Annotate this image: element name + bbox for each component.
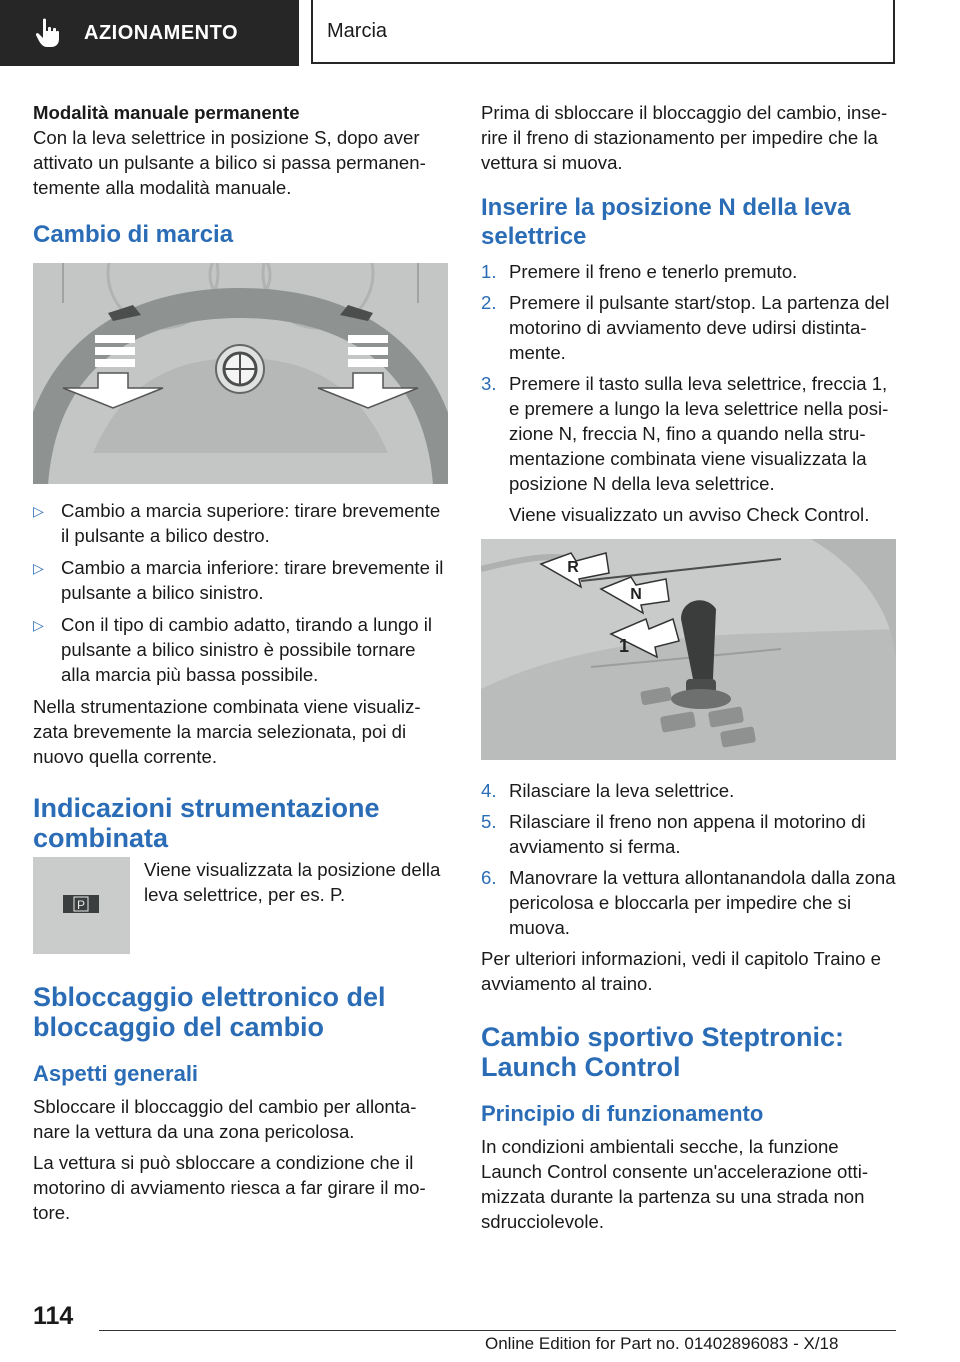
step3-note: Viene visualizzato un avviso Check Control. (509, 504, 870, 525)
step-item (481, 259, 896, 284)
step-number: 2. (481, 292, 497, 313)
indications-text: Viene visualizzata la posizione della leva selettrice, per es. P. (144, 859, 441, 905)
principle-text: In condizioni ambientali secche, la funzione Launch Control consente un'accelerazione otti-mizzata durante la partenza su una strada non sdrucciolevole. (481, 1136, 869, 1232)
step-item (481, 290, 896, 365)
chapter-tab (311, 0, 895, 64)
indicator-block (33, 857, 448, 954)
step-item (481, 865, 896, 940)
tow-text: Per ulteriori informazioni, vedi il capitolo Traino e avviamento al traino. (481, 948, 881, 994)
general-text-2: La vettura si può sbloccare a condizione che il motorino di avviamento riesca a far girare il mo-tore. (33, 1152, 426, 1223)
bullet-item (33, 498, 448, 548)
principle-heading: Principio di funzionamento (481, 1101, 764, 1126)
step-number: 1. (481, 261, 497, 282)
right-column (481, 100, 896, 1240)
triangle-bullet-icon: ▷ (33, 560, 44, 576)
steering-wheel-figure (33, 263, 448, 484)
n-position-heading: Inserire la posizione N della leva selettrice (481, 194, 851, 250)
manual-mode-text: Con la leva selettrice in posizione S, dopo aver attivato un pulsante a bilico si passa permanen-temente alla modalità manuale. (33, 127, 426, 198)
shift-heading: Cambio di marcia (33, 221, 234, 248)
chapter-title: Marcia (327, 19, 388, 42)
step-text: Premere il pulsante start/stop. La partenza del motorino di avviamento deve udirsi distinta-mente. (509, 292, 890, 363)
left-column (33, 100, 448, 1231)
launch-heading: Cambio sportivo Steptronic: Launch Control (481, 1022, 845, 1082)
step-item (481, 371, 896, 496)
step-text: Premere il tasto sulla leva selettrice, freccia 1, e premere a lungo la leva selettrice nella posi-zione N, freccia N, fino a quando nella stru-mentazione combinata viene visualizzata la posizione N della leva selettrice. (509, 373, 889, 494)
section-title: AZIONAMENTO (84, 21, 239, 44)
after-bullets-text: Nella strumentazione combinata viene visualiz-zata brevemente la marcia selezionata, poi di nuovo quella corrente. (33, 696, 421, 767)
manual-mode-title: Modalità manuale permanente (33, 102, 300, 123)
step-item (481, 809, 896, 859)
general-text-1: Sbloccare il bloccaggio del cambio per allonta-nare la vettura da una zona pericolosa. (33, 1096, 417, 1142)
indicator-glyph: P (76, 898, 86, 912)
bullet-text: Cambio a marcia superiore: tirare brevemente il pulsante a bilico destro. (61, 500, 441, 546)
general-heading: Aspetti generali (33, 1061, 199, 1086)
bullet-text: Con il tipo di cambio adatto, tirando a lungo il pulsante a bilico sinistro è possibile tornare alla marcia più bassa possibile. (61, 614, 433, 685)
indications-heading: Indicazioni strumentazione combinata (33, 793, 380, 853)
step-text: Rilasciare la leva selettrice. (509, 780, 735, 801)
arrow-label-1: 1 (618, 636, 630, 656)
triangle-bullet-icon: ▷ (33, 617, 44, 633)
step-text: Premere il freno e tenerlo premuto. (509, 261, 798, 282)
section-tab (0, 0, 299, 66)
arrow-label-r: R (567, 559, 579, 576)
gear-selector-figure (481, 539, 896, 760)
gear-indicator-image (33, 857, 130, 954)
bullet-item (33, 555, 448, 605)
triangle-bullet-icon: ▷ (33, 503, 44, 519)
step-number: 4. (481, 780, 497, 801)
step-number: 5. (481, 811, 497, 832)
footer-divider (99, 1330, 896, 1331)
page-number: 114 (33, 1302, 74, 1330)
bullet-text: Cambio a marcia inferiore: tirare brevemente il pulsante a bilico sinistro. (61, 557, 444, 603)
unlock-heading: Sbloccaggio elettronico del bloccaggio del cambio (33, 982, 386, 1042)
step-number: 6. (481, 867, 497, 888)
arrow-label-n: N (630, 586, 642, 603)
step-text: Manovrare la vettura allontanandola dalla zona pericolosa e bloccarla per impedire che si muova. (509, 867, 896, 938)
edition-text: Online Edition for Part no. 01402896083 - X/18 (485, 1334, 839, 1353)
hand-pointer-icon (34, 15, 70, 51)
bullet-item (33, 612, 448, 687)
step-number: 3. (481, 373, 497, 394)
step-text: Rilasciare il freno non appena il motorino di avviamento si ferma. (509, 811, 866, 857)
intro-text: Prima di sbloccare il bloccaggio del cambio, inse-rire il freno di stazionamento per impedire che la vettura si muova. (481, 102, 888, 173)
step-item (481, 778, 896, 803)
